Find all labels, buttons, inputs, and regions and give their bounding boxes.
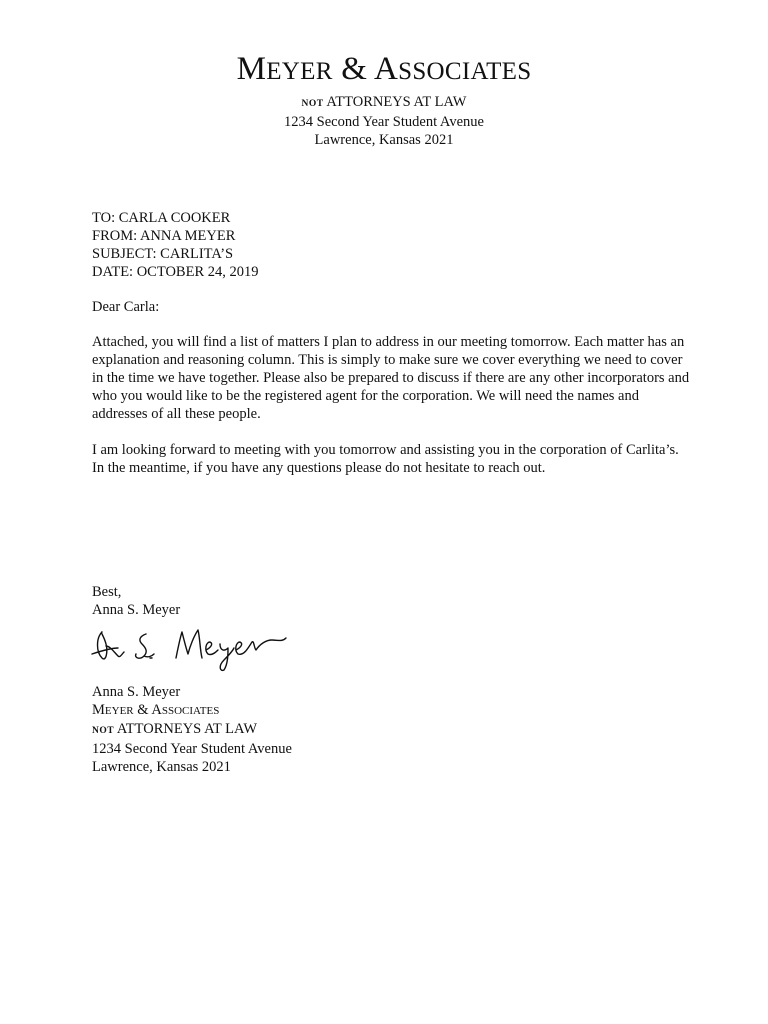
- memo-subject: SUBJECT: CARLITA’S: [92, 246, 234, 262]
- handwritten-signature: [88, 618, 298, 674]
- memo-to: TO: CARLA COOKER: [92, 210, 231, 226]
- firm-tagline: [0, 93, 768, 113]
- sig-address-line-2: Lawrence, Kansas 2021: [92, 759, 231, 775]
- memo-from: FROM: ANNA MEYER: [92, 228, 236, 244]
- sig-tagline-not: NOT: [92, 726, 115, 736]
- firm-address-line-2: Lawrence, Kansas 2021: [314, 132, 454, 148]
- sig-firm-ampersand: &: [137, 702, 149, 718]
- paragraph-1: Attached, you will find a list of matters I plan to address in our meeting tomorrow. Each matter has an explanation and reasoning column. This is simply to make sure we cover everything we need to cover in the time we have together. Please also be prepared to discuss if there are any other incorporators and who you would like to be the registered agent for the corporation. We will need the names and addresses of all these people.: [92, 334, 690, 422]
- sig-name: Anna S. Meyer: [92, 684, 181, 700]
- closing: [92, 583, 692, 619]
- sig-firm-name: [92, 701, 692, 720]
- paragraph-2: I am looking forward to meeting with you tomorrow and assisting you in the corporation of Carlita’s. In the meantime, if you have any questions please do not hesitate to reach out.: [92, 442, 679, 476]
- firm-name: [0, 50, 768, 91]
- sig-firm-rest-1: EYER: [104, 705, 134, 717]
- firm-name-initial-m: M: [236, 51, 267, 87]
- sig-tagline-text: ATTORNEYS AT LAW: [116, 721, 258, 737]
- firm-name-rest-2: SSOCIATES: [398, 58, 532, 85]
- sig-tagline: [92, 720, 692, 740]
- firm-address-line-1: 1234 Second Year Student Avenue: [284, 114, 484, 130]
- salutation: Dear Carla:: [92, 299, 160, 315]
- sig-firm-initial-a: A: [151, 702, 162, 718]
- firm-name-rest-1: EYER: [266, 58, 333, 85]
- closing-word: Best,: [92, 584, 122, 600]
- tagline-text: ATTORNEYS AT LAW: [326, 94, 467, 110]
- letterhead: [0, 50, 768, 149]
- firm-name-ampersand: &: [341, 51, 368, 87]
- sig-firm-rest-2: SSOCIATES: [161, 705, 220, 717]
- firm-name-initial-a: A: [373, 51, 399, 87]
- closing-name: Anna S. Meyer: [92, 602, 181, 618]
- sig-firm-initial-m: M: [92, 702, 105, 718]
- memo-header: [92, 209, 692, 281]
- tagline-not: NOT: [301, 99, 324, 109]
- signature-block: [92, 683, 692, 776]
- sig-address-line-1: 1234 Second Year Student Avenue: [92, 741, 292, 757]
- memo-date: DATE: OCTOBER 24, 2019: [92, 264, 259, 280]
